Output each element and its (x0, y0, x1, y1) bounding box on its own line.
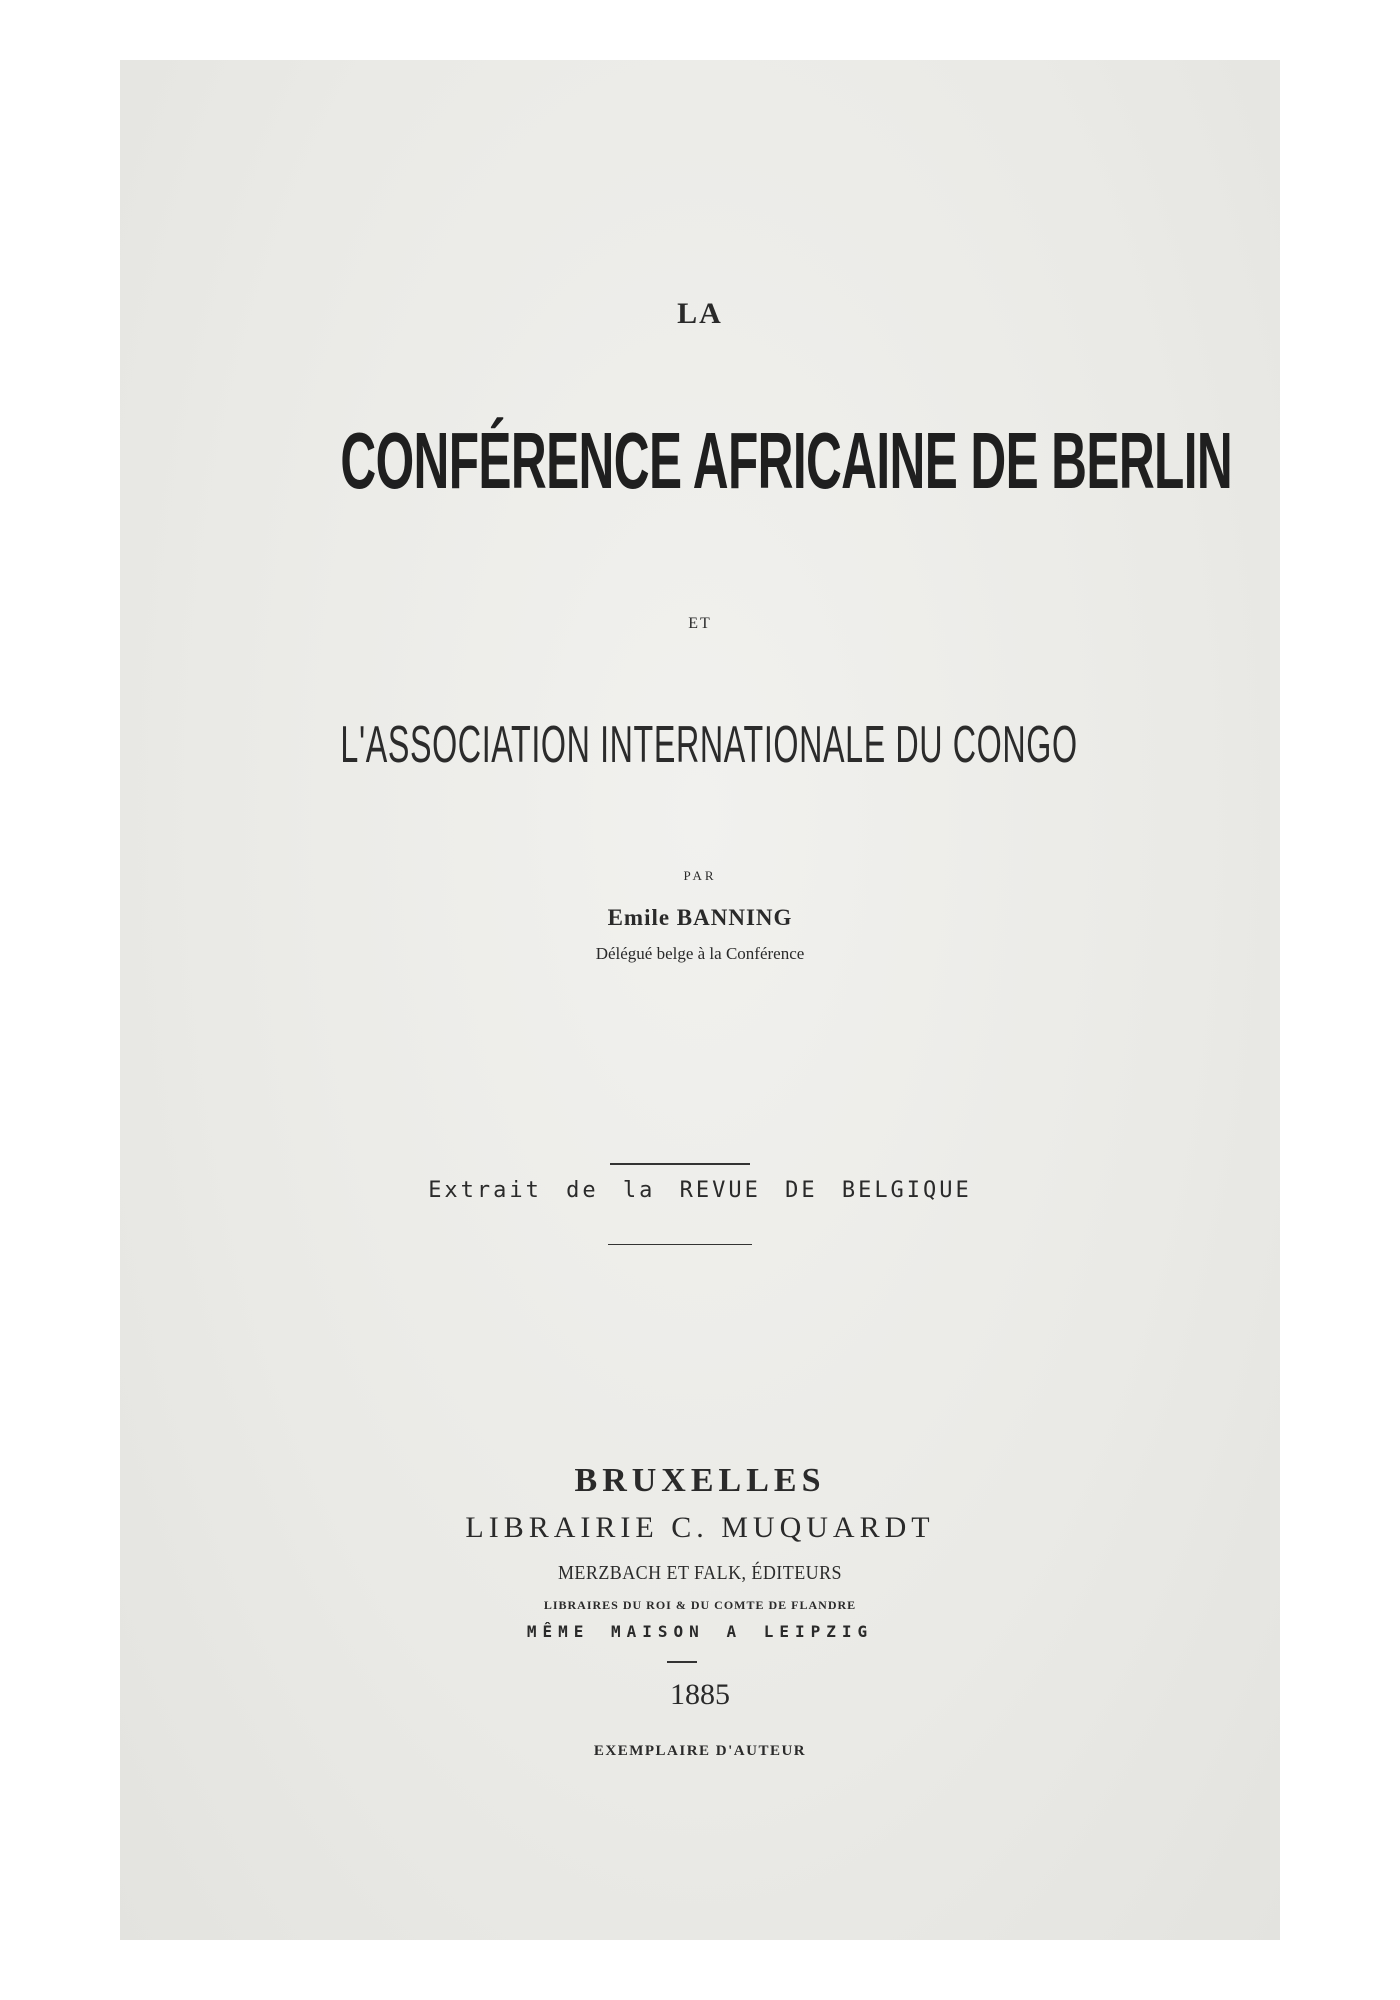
divider-top (610, 1163, 750, 1165)
imprint-editors: MERZBACH ET FALK, ÉDITEURS (557, 1562, 843, 1584)
extract-note: Extrait de la REVUE DE BELGIQUE (428, 1178, 972, 1203)
author-role: Délégué belge à la Conférence (595, 944, 805, 963)
imprint-city: BRUXELLES (574, 1462, 826, 1499)
imprint-publisher: LIBRAIRIE C. MUQUARDT (465, 1511, 935, 1544)
imprint-branch: MÊME MAISON A LEIPZIG (526, 1622, 874, 1641)
divider-year (667, 1661, 697, 1663)
conjunction-et: ET (688, 615, 712, 632)
main-title: CONFÉRENCE AFRICAINE DE BERLIN (340, 416, 1233, 505)
copy-note: EXEMPLAIRE D'AUTEUR (593, 1743, 807, 1759)
author-name: Emile BANNING (607, 905, 793, 930)
imprint-year: 1885 (670, 1678, 730, 1711)
by-label: PAR (683, 868, 717, 883)
divider-bottom (608, 1244, 752, 1245)
title-page (120, 60, 1280, 1940)
subtitle: L'ASSOCIATION INTERNATIONALE DU CONGO (340, 716, 1078, 774)
imprint-royal-warrant: LIBRAIRES DU ROI & DU COMTE DE FLANDRE (543, 1598, 857, 1612)
article-la: LA (677, 297, 723, 330)
